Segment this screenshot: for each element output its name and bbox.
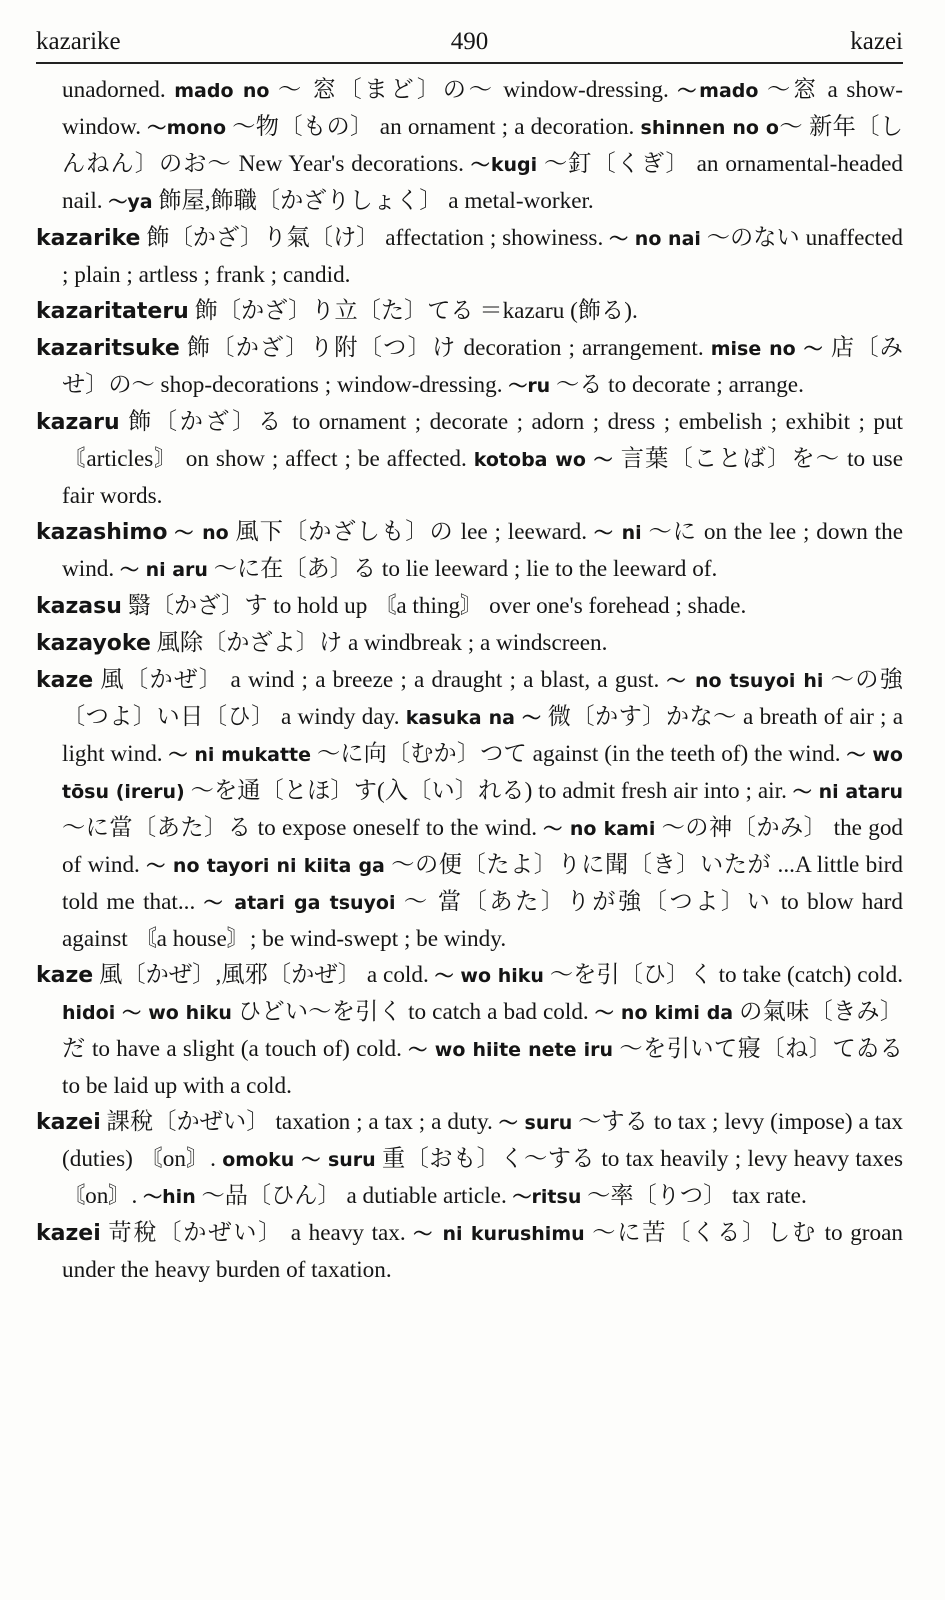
entry-text: unadorned. (62, 77, 175, 103)
entry-text: 課稅〔かぜい〕 taxation ; a tax ; a duty. (100, 1109, 499, 1135)
romanized-phrase: ～ no kimi da (594, 1002, 734, 1024)
romanized-phrase: mise no ～ (710, 338, 824, 360)
romanized-phrase: ～ wo tōsu (ireru) (62, 744, 903, 803)
entry-text: ひどい～を引く to catch a bad cold. (231, 999, 595, 1025)
entry-text: ～を通〔とほ〕す(入〔い〕れる) to admit fresh air into ; air. (184, 778, 793, 804)
romanized-phrase: ～ ni mukatte (168, 744, 312, 766)
dictionary-entry (36, 404, 903, 514)
romanized-phrase: ～mado (677, 80, 759, 102)
headword: kazaritateru (36, 299, 189, 324)
entry-text: ～率〔りつ〕 tax rate. (581, 1183, 807, 1209)
romanized-phrase: ～ ni kurushimu (413, 1223, 585, 1245)
headword: kazarike (36, 226, 141, 251)
entry-text: 風〔かぜ〕,風邪〔かぜ〕 a cold. (93, 962, 435, 988)
romanized-phrase: ～ ni (593, 522, 642, 544)
romanized-phrase: ～ritsu (512, 1186, 582, 1208)
entry-text: ～のない unaffected ; plain ; artless ; frank ; candid. (62, 225, 903, 288)
dictionary-entry (36, 220, 903, 293)
romanized-phrase: ～ no (174, 522, 229, 544)
headword: kazasu (36, 594, 122, 619)
dictionary-entry (36, 625, 903, 662)
romanized-phrase: ～ suru (498, 1112, 573, 1134)
romanized-phrase: ～ no tsuyoi hi (666, 670, 824, 692)
headword: kazaru (36, 410, 120, 435)
romanized-phrase: ～hin (143, 1186, 196, 1208)
romanized-phrase: kotoba wo ～ (473, 449, 614, 471)
entry-text: ～ 窓〔まど〕の～ window-dressing. (269, 77, 678, 103)
entry-text: ～の強〔つよ〕い日〔ひ〕 a windy day. (62, 667, 903, 730)
headword: kazayoke (36, 631, 151, 656)
dictionary-entry (36, 514, 903, 588)
entry-text: 微〔かす〕かな～ a breath of air ; a light wind. (62, 704, 904, 767)
romanized-phrase: ～mono (147, 117, 227, 139)
entry-text: 苛稅〔かぜい〕 a heavy tax. (100, 1220, 414, 1246)
romanized-phrase: ～ wo hiite nete iru (408, 1039, 614, 1061)
entry-text: ～る to decorate ; arrange. (550, 372, 804, 398)
entry-text: ～に在〔あ〕る to lie leeward ; lie to the leeward of. (207, 556, 718, 582)
romanized-phrase: ～ no tayori ni kiita ga (146, 855, 385, 877)
entry-text: ～に當〔あた〕る to expose oneself to the wind. (62, 815, 544, 841)
romanized-phrase: ～ ni aru (119, 559, 208, 581)
entry-text: ～を引〔ひ〕く to take (catch) cold. (543, 962, 903, 988)
entry-text: ～に on the lee ; down the wind. (62, 519, 903, 582)
header-last-word: kazei (850, 28, 903, 55)
entry-text: ～物〔もの〕 an ornament ; a decoration. (226, 114, 641, 140)
dictionary-entry (36, 330, 903, 404)
dictionary-entry (36, 588, 903, 625)
entry-text: 飾〔かざ〕る to ornament ; decorate ; adorn ; dress ; embelish ; exhibit ; put 〘articles〙 on show ; affect ; be affected. (62, 409, 903, 472)
dictionary-entry (36, 662, 903, 957)
entry-text: 飾〔かざ〕り立〔た〕てる ＝kazaru (飾る). (188, 298, 638, 324)
headword: kazashimo (36, 520, 168, 545)
entry-text: の氣味〔きみ〕だ to have a slight (a touch of) cold. (62, 999, 904, 1062)
romanized-phrase: ～ atari ga tsuyoi (203, 892, 396, 914)
romanized-phrase: shinnen no o (640, 117, 779, 139)
entries-list (36, 72, 903, 1288)
romanized-phrase: ～ya (108, 191, 153, 213)
dictionary-entry (36, 1104, 903, 1215)
entry-text: ～ 當〔あた〕りが強〔つよ〕い to blow hard against 〘a house〙; be wind-swept ; be windy. (62, 889, 903, 952)
dictionary-entry (36, 1215, 903, 1288)
page-number: 490 (450, 28, 489, 55)
entry-text: 飾〔かざ〕り氣〔け〕 affectation ; showiness. (140, 225, 610, 251)
dictionary-entry (36, 957, 903, 1104)
romanized-phrase: kasuka na ～ (405, 707, 542, 729)
entry-text: ～する to tax ; levy (impose) a tax (duties) 〘on〙. (62, 1109, 903, 1172)
entry-text: ～を引いて寢〔ね〕てゐる to be laid up with a cold. (62, 1036, 903, 1099)
romanized-phrase: omoku ～ suru (222, 1149, 376, 1171)
header-first-word: kazarike (36, 28, 121, 55)
dictionary-entry (36, 293, 903, 330)
entry-text: 風下〔かざしも〕の lee ; leeward. (228, 519, 594, 545)
entry-text: 飾〔かざ〕り附〔つ〕け decoration ; arrangement. (179, 335, 711, 361)
entry-text: 重〔おも〕く～する to tax heavily ; levy heavy taxes 〘on〙. (62, 1146, 903, 1209)
entry-continuation (36, 72, 903, 220)
entry-text: ～に苦〔くる〕しむ to groan under the heavy burden of taxation. (62, 1220, 904, 1283)
romanized-phrase: ～kugi (470, 154, 538, 176)
entry-text: 翳〔かざ〕す to hold up 〘a thing〙 over one's forehead ; shade. (121, 593, 747, 619)
entry-text: 飾屋,飾職〔かざりしょく〕 a metal-worker. (152, 188, 594, 214)
entry-text: 言葉〔ことば〕を～ to use fair words. (62, 446, 903, 509)
romanized-phrase: ～ru (508, 375, 551, 397)
romanized-phrase: ～ ni ataru (792, 781, 904, 803)
romanized-phrase: ～ wo hiku (434, 965, 544, 987)
romanized-phrase: mado no (174, 80, 270, 102)
romanized-phrase: hidoi ～ wo hiku (62, 1002, 232, 1024)
entry-text: 風〔かぜ〕 a wind ; a breeze ; a draught ; a blast, a gust. (93, 667, 667, 693)
entry-text: ～の便〔たよ〕りに聞〔き〕いたが ...A little bird told me that... (62, 852, 903, 915)
headword: kazaritsuke (36, 336, 180, 361)
entry-text: 店〔みせ〕の～ shop-decorations ; window-dressing. (62, 335, 903, 398)
page-header (36, 22, 903, 64)
entry-text: ～に向〔むか〕つて against (in the teeth of) the wind. (311, 741, 847, 767)
romanized-phrase: ～ no nai (609, 228, 701, 250)
headword: kazei (36, 1110, 101, 1135)
entry-text: ～ 新年〔しんねん〕のお～ New Year's decorations. (62, 114, 904, 177)
romanized-phrase: ～ no kami (543, 818, 656, 840)
entry-text: ～釘〔くぎ〕 an ornamental-headed nail. (62, 151, 903, 214)
headword: kaze (36, 668, 94, 693)
entry-text: ～品〔ひん〕 a dutiable article. (195, 1183, 513, 1209)
entry-text: 風除〔かざよ〕け a windbreak ; a windscreen. (150, 630, 608, 656)
headword: kaze (36, 963, 94, 988)
entry-text: ～窓 a show-window. (62, 77, 903, 140)
entry-text: ～の神〔かみ〕 the god of wind. (62, 815, 904, 878)
headword: kazei (36, 1221, 101, 1246)
